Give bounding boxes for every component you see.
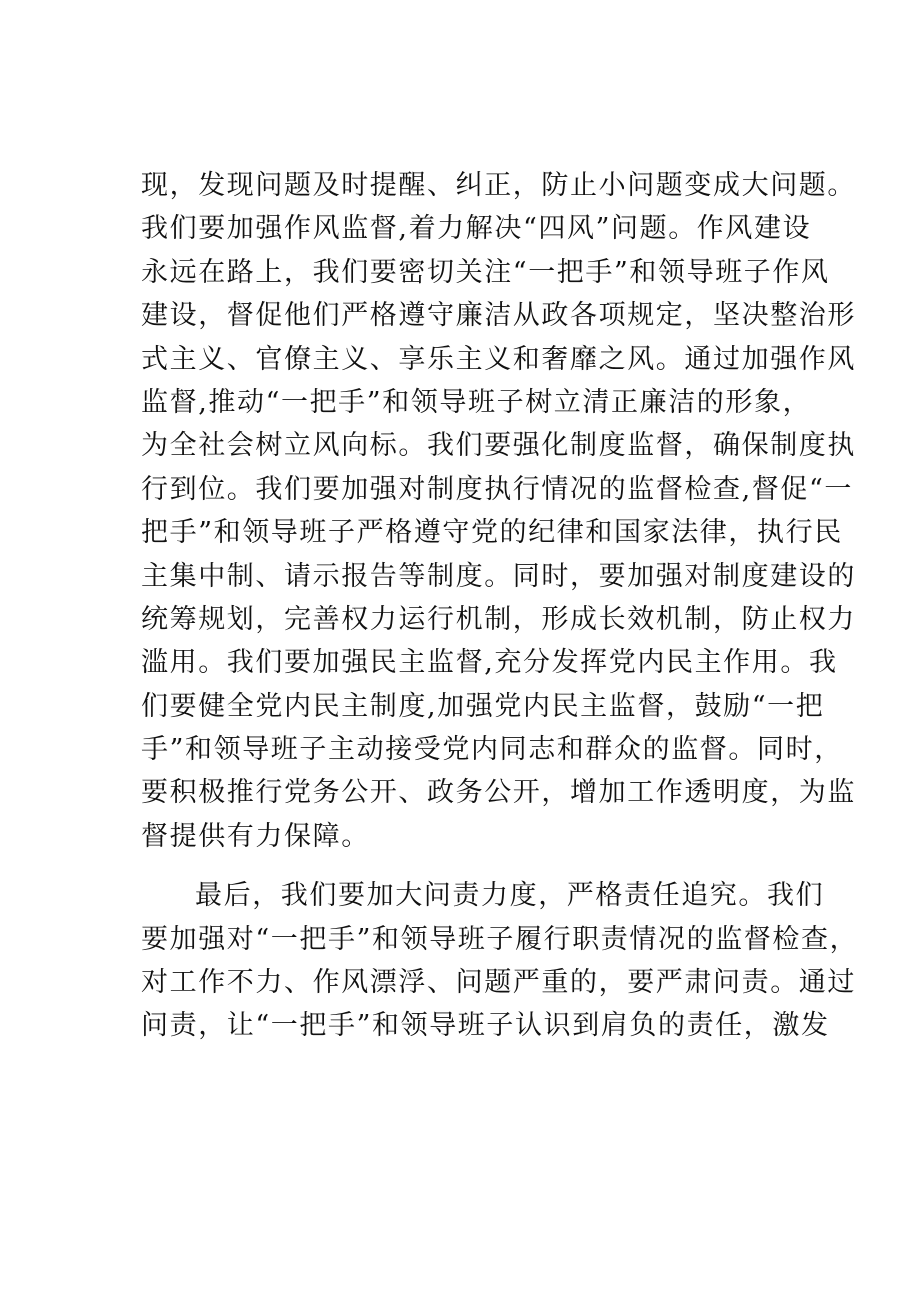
text-line: 统筹规划，完善权力运行机制，形成长效机制，防止权力 (141, 603, 856, 635)
text-line: 永远在路上，我们要密切关注“一把手”和领导班子作风 (141, 256, 830, 288)
text-line: 行到位。我们要加强对制度执行情况的监督检查,督促“一 (141, 473, 853, 505)
text-line: 手”和领导班子主动接受党内同志和群众的监督。同时， (141, 734, 843, 766)
text-line: 监督,推动“一把手”和领导班子树立清正廉洁的形象， (141, 386, 812, 418)
text-line: 为全社会树立风向标。我们要强化制度监督，确保制度执 (141, 430, 856, 462)
text-line: 问责，让“一把手”和领导班子认识到肩负的责任，激发 (141, 1010, 830, 1042)
text-line: 式主义、官僚主义、享乐主义和奢靡之风。通过加强作风 (141, 343, 856, 375)
text-line: 现，发现问题及时提醒、纠正，防止小问题变成大问题。 (141, 170, 856, 201)
text-line: 最后，我们要加大问责力度，严格责任追究。我们 (195, 880, 825, 912)
text-line: 督提供有力保障。 (141, 820, 370, 852)
body-text (141, 164, 859, 1048)
text-line: 滥用。我们要加强民主监督,充分发挥党内民主作用。我 (141, 647, 838, 679)
text-line: 对工作不力、作风漂浮、问题严重的，要严肃问责。通过 (141, 967, 856, 999)
text-line: 建设，督促他们严格遵守廉洁从政各项规定，坚决整治形 (141, 300, 856, 332)
text-line: 们要健全党内民主制度,加强党内民主监督，鼓励“一把 (141, 690, 825, 722)
text-line: 我们要加强作风监督,着力解决“四风”问题。作风建设 (141, 213, 812, 245)
paragraph (141, 164, 856, 858)
paragraph (141, 874, 859, 1048)
text-line: 主集中制、请示报告等制度。同时，要加强对制度建设的 (141, 560, 856, 592)
text-line: 要加强对“一把手”和领导班子履行职责情况的监督检查， (141, 923, 859, 955)
text-line: 要积极推行党务公开、政务公开，增加工作透明度，为监 (141, 777, 856, 809)
paragraph-spacer (141, 858, 801, 874)
text-line: 把手”和领导班子严格遵守党的纪律和国家法律，执行民 (141, 517, 843, 549)
